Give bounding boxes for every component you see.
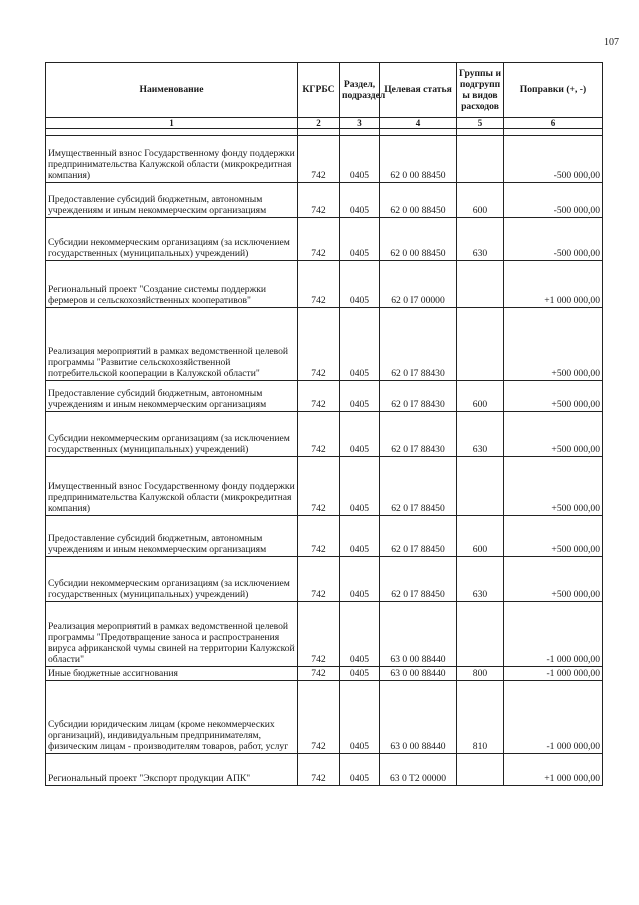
row-name: Субсидии юридическим лицам (кроме некоммерческих организаций), индивидуальным предпринимателям, физическим лицам - производителям товаров, работ, услуг: [46, 681, 298, 754]
table-row: [46, 457, 603, 516]
header-row: [46, 63, 603, 118]
row-celevaya: 63 0 00 88440: [380, 602, 457, 667]
row-kgrbs: 742: [298, 602, 340, 667]
row-popravki: +500 000,00: [504, 308, 603, 381]
row-name: Реализация мероприятий в рамках ведомственной целевой программы "Предотвращение заноса и распространения вируса африканской чумы свиней на территории Калужской области": [46, 602, 298, 667]
row-celevaya: 63 0 00 88440: [380, 681, 457, 754]
row-popravki: -1 000 000,00: [504, 681, 603, 754]
row-razdel: 0405: [340, 412, 380, 457]
row-popravki: +500 000,00: [504, 557, 603, 602]
row-razdel: 0405: [340, 183, 380, 218]
spacer-row: [46, 129, 603, 136]
table-row: [46, 754, 603, 786]
row-gruppa: [457, 261, 504, 308]
col-number: 6: [504, 118, 603, 129]
row-name: Региональный проект "Создание системы поддержки фермеров и сельскохозяйственных кооперативов": [46, 261, 298, 308]
row-popravki: -500 000,00: [504, 183, 603, 218]
row-kgrbs: 742: [298, 308, 340, 381]
row-kgrbs: 742: [298, 681, 340, 754]
row-gruppa: [457, 308, 504, 381]
row-razdel: 0405: [340, 602, 380, 667]
table-body: [46, 129, 603, 786]
row-name: Предоставление субсидий бюджетным, автономным учреждениям и иным некоммерческим организациям: [46, 183, 298, 218]
row-gruppa: [457, 457, 504, 516]
row-gruppa: 630: [457, 218, 504, 261]
row-popravki: +500 000,00: [504, 412, 603, 457]
row-gruppa: 630: [457, 412, 504, 457]
col-number: 1: [46, 118, 298, 129]
col-header-gruppa: Группы и подгрупп ы видов расходов: [457, 63, 504, 118]
row-gruppa: [457, 136, 504, 183]
page-number: 107: [604, 37, 619, 48]
row-popravki: -1 000 000,00: [504, 602, 603, 667]
row-gruppa: 600: [457, 381, 504, 412]
table-row: [46, 412, 603, 457]
row-name: Реализация мероприятий в рамках ведомственной целевой программы "Развитие сельскохозяйственной потребительской кооперации в Калужской области": [46, 308, 298, 381]
col-number: 2: [298, 118, 340, 129]
row-gruppa: 630: [457, 557, 504, 602]
row-razdel: 0405: [340, 381, 380, 412]
row-name: Имущественный взнос Государственному фонду поддержки предпринимательства Калужской области (микрокредитная компания): [46, 457, 298, 516]
row-popravki: -1 000 000,00: [504, 667, 603, 681]
row-kgrbs: 742: [298, 218, 340, 261]
row-razdel: 0405: [340, 261, 380, 308]
table-row: [46, 381, 603, 412]
row-name: Предоставление субсидий бюджетным, автономным учреждениям и иным некоммерческим организациям: [46, 381, 298, 412]
row-celevaya: 63 0 00 88440: [380, 667, 457, 681]
table-row: [46, 183, 603, 218]
row-kgrbs: 742: [298, 516, 340, 557]
row-kgrbs: 742: [298, 457, 340, 516]
row-razdel: 0405: [340, 754, 380, 786]
row-name: Региональный проект "Экспорт продукции АПК": [46, 754, 298, 786]
table-row: [46, 681, 603, 754]
col-header-name: Наименование: [46, 63, 298, 118]
row-celevaya: 62 0 I7 00000: [380, 261, 457, 308]
row-kgrbs: 742: [298, 667, 340, 681]
row-name: Иные бюджетные ассигнования: [46, 667, 298, 681]
table-row: [46, 308, 603, 381]
table-row: [46, 667, 603, 681]
row-gruppa: [457, 602, 504, 667]
col-header-razdel: Раздел, подраздел: [340, 63, 380, 118]
col-header-popravki: Поправки (+, -): [504, 63, 603, 118]
row-popravki: +500 000,00: [504, 381, 603, 412]
row-popravki: +500 000,00: [504, 516, 603, 557]
row-popravki: +500 000,00: [504, 457, 603, 516]
row-razdel: 0405: [340, 681, 380, 754]
budget-table: [45, 62, 603, 786]
row-razdel: 0405: [340, 218, 380, 261]
row-razdel: 0405: [340, 457, 380, 516]
row-celevaya: 62 0 I7 88450: [380, 557, 457, 602]
row-celevaya: 62 0 00 88450: [380, 136, 457, 183]
col-number: 5: [457, 118, 504, 129]
row-name: Субсидии некоммерческим организациям (за исключением государственных (муниципальных) учреждений): [46, 412, 298, 457]
row-kgrbs: 742: [298, 557, 340, 602]
row-popravki: -500 000,00: [504, 136, 603, 183]
row-kgrbs: 742: [298, 754, 340, 786]
row-kgrbs: 742: [298, 261, 340, 308]
row-celevaya: 62 0 I7 88430: [380, 308, 457, 381]
row-celevaya: 62 0 I7 88430: [380, 381, 457, 412]
row-razdel: 0405: [340, 516, 380, 557]
col-header-celevaya: Целевая статья: [380, 63, 457, 118]
row-popravki: +1 000 000,00: [504, 261, 603, 308]
table-row: [46, 218, 603, 261]
row-celevaya: 62 0 00 88450: [380, 218, 457, 261]
row-kgrbs: 742: [298, 412, 340, 457]
row-razdel: 0405: [340, 308, 380, 381]
row-celevaya: 63 0 T2 00000: [380, 754, 457, 786]
row-celevaya: 62 0 I7 88450: [380, 516, 457, 557]
row-razdel: 0405: [340, 557, 380, 602]
table-row: [46, 261, 603, 308]
col-number: 3: [340, 118, 380, 129]
row-kgrbs: 742: [298, 183, 340, 218]
row-name: Предоставление субсидий бюджетным, автономным учреждениям и иным некоммерческим организациям: [46, 516, 298, 557]
row-celevaya: 62 0 I7 88430: [380, 412, 457, 457]
column-number-row: [46, 118, 603, 129]
table-row: [46, 136, 603, 183]
row-name: Субсидии некоммерческим организациям (за исключением государственных (муниципальных) учреждений): [46, 218, 298, 261]
row-name: Имущественный взнос Государственному фонду поддержки предпринимательства Калужской области (микрокредитная компания): [46, 136, 298, 183]
row-kgrbs: 742: [298, 136, 340, 183]
table-row: [46, 557, 603, 602]
table-row: [46, 516, 603, 557]
row-popravki: -500 000,00: [504, 218, 603, 261]
row-kgrbs: 742: [298, 381, 340, 412]
row-gruppa: 810: [457, 681, 504, 754]
row-celevaya: 62 0 00 88450: [380, 183, 457, 218]
row-razdel: 0405: [340, 136, 380, 183]
row-gruppa: [457, 754, 504, 786]
row-gruppa: 600: [457, 516, 504, 557]
row-gruppa: 800: [457, 667, 504, 681]
row-celevaya: 62 0 I7 88450: [380, 457, 457, 516]
col-number: 4: [380, 118, 457, 129]
row-razdel: 0405: [340, 667, 380, 681]
row-gruppa: 600: [457, 183, 504, 218]
table-row: [46, 602, 603, 667]
row-popravki: +1 000 000,00: [504, 754, 603, 786]
row-name: Субсидии некоммерческим организациям (за исключением государственных (муниципальных) учреждений): [46, 557, 298, 602]
col-header-kgrbs: КГРБС: [298, 63, 340, 118]
